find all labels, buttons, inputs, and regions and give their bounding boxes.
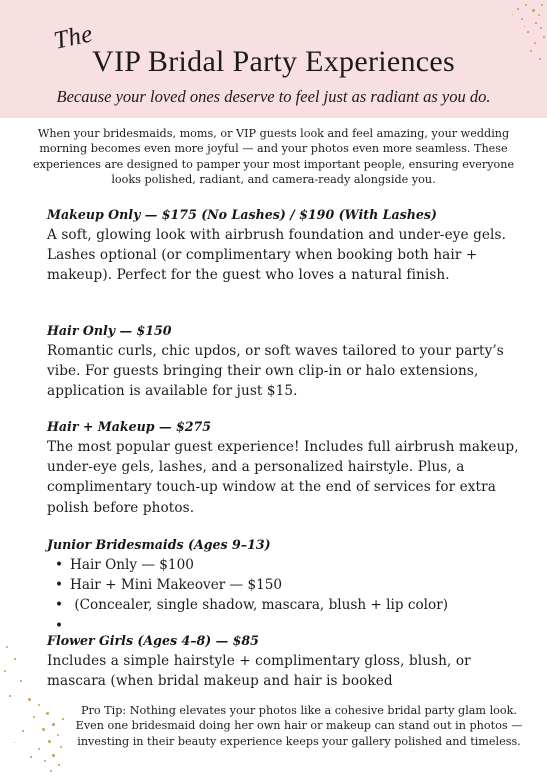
- service-description: A soft, glowing look with airbrush foundation and under-eye gels. Lashes optional (or complimentary when booking both hair + makeup). Perfect for the guest who loves a natural finish.: [47, 227, 506, 284]
- list-item-text: (Concealer, single shadow, mascara, blush + lip color): [70, 597, 448, 614]
- list-item: [55, 555, 527, 575]
- bullet-icon: •: [55, 617, 64, 634]
- service-title: Hair Only — $150: [47, 323, 172, 338]
- list-item-text: Hair Only — $100: [70, 557, 194, 573]
- gold-glitter-decoration-bottom: [0, 690, 72, 780]
- service-flower-girls: [47, 631, 527, 691]
- gold-glitter-decoration-left: [0, 640, 30, 710]
- service-hair-makeup: [47, 417, 527, 518]
- page-subtitle: Because your loved ones deserve to feel just as radiant as you do.: [56, 87, 491, 106]
- bullet-icon: •: [55, 597, 64, 614]
- service-title: Hair + Makeup — $275: [47, 419, 212, 434]
- intro-paragraph: When your bridesmaids, moms, or VIP guests look and feel amazing, your wedding morning becomes even more joyful — and your photos even more seamless. These experiences are designed to pamper your most important people, ensuring everyone looks polished, radiant, and camera-ready alongside you.: [32, 127, 515, 187]
- list-item: [55, 575, 527, 595]
- pro-tip: Pro Tip: Nothing elevates your photos like a cohesive bridal party glam look. Even one bridesmaid doing her own hair or makeup can stand out in photos — investing in their beauty experience keeps your gallery polished and timeless.: [75, 704, 523, 748]
- service-hair-only: [47, 321, 527, 402]
- service-title: Junior Bridesmaids (Ages 9–13): [47, 537, 271, 552]
- list-item: [55, 595, 527, 615]
- bullet-icon: •: [55, 577, 64, 594]
- service-junior-bridesmaids: [47, 535, 527, 636]
- service-description: Romantic curls, chic updos, or soft waves tailored to your party’s vibe. For guests bringing their own clip-in or halo extensions, application is available for just $15.: [47, 343, 504, 400]
- service-description: The most popular guest experience! Includes full airbrush makeup, under-eye gels, lashes, and a personalized hairstyle. Plus, a complimentary touch-up window at the end of services for extra polish before photos.: [47, 439, 519, 516]
- bullet-list: [47, 555, 527, 636]
- bullet-icon: •: [55, 557, 64, 573]
- page-title: VIP Bridal Party Experiences: [91, 45, 456, 78]
- service-title: Makeup Only — $175 (No Lashes) / $190 (With Lashes): [47, 207, 437, 222]
- service-description: Includes a simple hairstyle + complimentary gloss, blush, or mascara (when bridal makeup and hair is booked: [47, 653, 471, 690]
- script-prefix: The: [51, 20, 96, 55]
- service-makeup-only: [47, 205, 527, 286]
- header-banner: [0, 0, 547, 118]
- service-title: Flower Girls (Ages 4–8) — $85: [47, 633, 259, 648]
- list-item-text: Hair + Mini Makeover — $150: [70, 577, 283, 594]
